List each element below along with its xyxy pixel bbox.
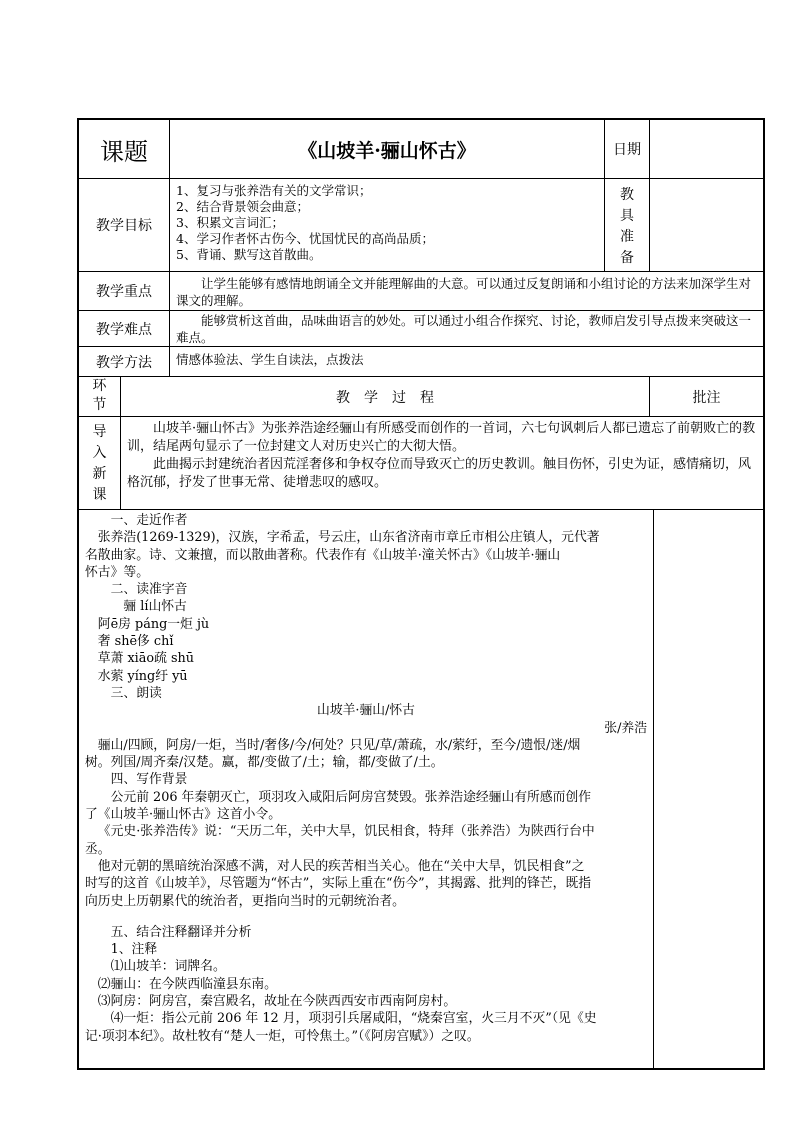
key-points-label-cell xyxy=(79,271,169,310)
tools-label-cell xyxy=(604,178,649,271)
title-cell xyxy=(169,120,604,178)
poem-line: 骊山/四顾，阿房/一炬，当时/奢侈/今/何处？只见/草/萧疏，水/萦纡，至今/遗恨/迷/烟 xyxy=(97,737,581,753)
objective-item: 4、学习作者怀古伤今、忧国忧民的高尚品质； xyxy=(176,231,434,246)
poem-line: 树。列国/周齐秦/汉楚。赢，都/变做了/土；输，都/变做了/土。 xyxy=(85,755,444,771)
objective-item: 2、结合背景领会曲意； xyxy=(176,199,309,214)
notes-label: 批注 xyxy=(692,389,721,406)
section-title-background: 四、写作背景 xyxy=(110,772,188,788)
stage-label-cell xyxy=(79,376,120,416)
process-label-cell xyxy=(120,376,649,416)
difficulties-label-cell xyxy=(79,310,169,346)
note-item: ⑴山坡羊：词牌名。 xyxy=(110,959,226,975)
tools-label-char: 准 xyxy=(620,229,634,245)
date-value-cell xyxy=(649,120,763,178)
intro-label-char: 课 xyxy=(92,487,107,503)
section-title-reading: 三、朗读 xyxy=(110,685,162,701)
topic-label-cell xyxy=(79,120,169,178)
intro-content-cell xyxy=(120,416,763,509)
tools-label-char: 教 xyxy=(620,187,634,203)
poem-author: 张/养浩 xyxy=(604,720,647,736)
objectives-list xyxy=(169,178,604,271)
lesson-title: 《山坡羊·骊山怀古》 xyxy=(298,139,476,162)
methods-text: 情感体验法、学生自读法，点拨法 xyxy=(176,352,364,367)
background-text: 公元前 206 年秦朝灭亡，项羽攻入咸阳后阿房宫焚毁。张养浩途经骊山有所感而创作 xyxy=(110,789,592,805)
key-points-label: 教学重点 xyxy=(96,284,152,300)
difficulties-label: 教学难点 xyxy=(96,321,152,338)
process-label: 教 学 过 程 xyxy=(336,389,434,406)
intro-label-char: 导 xyxy=(92,424,107,440)
process-notes-cell xyxy=(653,509,763,1068)
methods-cell xyxy=(169,346,763,376)
objectives-label: 教学目标 xyxy=(96,218,152,234)
subsection-title-notes: 1、注释 xyxy=(110,942,158,958)
author-text: 名散曲家。诗、文兼擅，而以散曲著称。代表作有《山坡羊·潼关怀古》《山坡羊·骊山 xyxy=(85,547,561,563)
background-text: 了《山坡羊·骊山怀古》这首小令。 xyxy=(85,807,282,823)
pronunciation-item: 草萧 xiāo疏 shū xyxy=(97,651,195,667)
key-points-cell xyxy=(169,271,763,310)
note-item: ⑷一炬：指公元前 206 年 12 月，项羽引兵屠咸阳，“烧秦宫室，火三月不灭”（见《史 xyxy=(110,1011,597,1027)
methods-label: 教学方法 xyxy=(96,354,152,371)
background-text: 时写的这首《山坡羊》，尽管题为“怀古”，实际上重在“伤今”，其揭露、批判的锋芒，既指 xyxy=(85,876,592,892)
objective-item: 3、积累文言词汇； xyxy=(176,215,284,230)
section-title-author: 一、走近作者 xyxy=(110,513,188,528)
objective-item: 1、复习与张养浩有关的文学常识； xyxy=(176,183,372,198)
section-title-translation: 五、结合注释翻译并分析 xyxy=(110,924,252,940)
difficulties-cell xyxy=(169,310,763,346)
stage-label-char: 环 xyxy=(92,378,107,394)
background-text: 《元史·张养浩传》说：“天历二年，关中大旱，饥民相食，特拜（张养浩）为陕西行台中 xyxy=(97,824,595,840)
objectives-label-cell xyxy=(79,178,169,271)
background-text: 他对元朝的黑暗统治深感不满，对人民的疾苦相当关心。他在“关中大旱，饥民相食”之 xyxy=(97,858,585,874)
intro-paragraph: 此曲揭示封建统治者因荒淫奢侈和争权夺位而导致灭亡的历史教训。触目伤怀，引史为证，感情痛切，风格沉郁，抒发了世事无常、徒增悲叹的感叹。 xyxy=(127,457,752,490)
stage-label-char: 节 xyxy=(92,397,107,413)
process-body-cell xyxy=(79,509,653,1068)
pronunciation-item: 骊 lí山怀古 xyxy=(123,599,187,615)
pronunciation-item: 水萦 yíng纡 yū xyxy=(97,668,188,684)
background-text: 丞。 xyxy=(85,841,111,857)
tools-value-cell xyxy=(649,178,763,271)
note-item: ⑶阿房：阿房宫，秦宫殿名，故址在今陕西西安市西南阿房村。 xyxy=(97,994,457,1010)
author-text: 张养浩(1269-1329)，汉族，字希孟，号云庄，山东省济南市章丘市相公庄镇人，元代著 xyxy=(97,530,600,546)
pronunciation-item: 奢 shē侈 chǐ xyxy=(97,634,174,650)
intro-label-char: 入 xyxy=(92,445,107,461)
section-title-pronunciation: 二、读准字音 xyxy=(110,582,188,598)
difficulties-text: 能够赏析这首曲，品味曲语言的妙处。可以通过小组合作探究、讨论，教师启发引导点拨来突破这一难点。 xyxy=(176,313,752,345)
intro-paragraph: 山坡羊·骊山怀古》为张养浩途经骊山有所感受而创作的一首词，六七句讽刺后人都已遗忘了前朝败亡的教训，结尾两句显示了一位封建文人对历史兴亡的大彻大悟。 xyxy=(127,421,756,454)
note-item: 记·项羽本纪》。故杜牧有“楚人一炬，可怜焦土。”（《阿房宫赋》）之叹。 xyxy=(85,1028,480,1044)
pronunciation-item: 阿ē房 páng一炬 jù xyxy=(97,616,210,632)
tools-label-char: 备 xyxy=(620,250,634,266)
date-label: 日期 xyxy=(613,142,641,158)
background-text: 向历史上历朝累代的统治者，更指向当时的元朝统治者。 xyxy=(85,893,405,909)
intro-label-char: 新 xyxy=(92,466,107,482)
objective-item: 5、背诵、默写这首散曲。 xyxy=(176,247,322,262)
blank-line xyxy=(85,910,647,924)
notes-label-cell xyxy=(649,376,763,416)
date-label-cell xyxy=(604,120,649,178)
poem-title: 山坡羊·骊山/怀古 xyxy=(317,703,415,719)
note-item: ⑵骊山：在今陕西临潼县东南。 xyxy=(97,976,277,992)
tools-label-char: 具 xyxy=(620,208,634,224)
intro-label-cell xyxy=(79,416,120,509)
author-text: 怀古》等。 xyxy=(85,564,149,580)
key-points-text: 让学生能够有感情地朗诵全文并能理解曲的大意。可以通过反复朗诵和小组讨论的方法来加深学生对课文的理解。 xyxy=(176,276,752,308)
methods-label-cell xyxy=(79,346,169,376)
topic-label: 课题 xyxy=(100,137,148,166)
